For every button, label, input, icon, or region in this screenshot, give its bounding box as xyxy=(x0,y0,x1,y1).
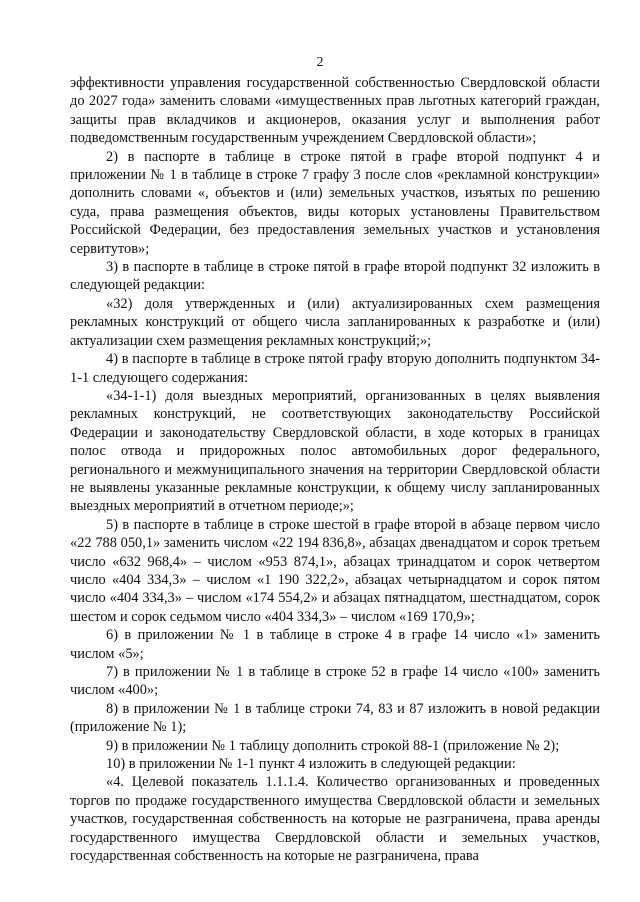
paragraph-continuation: эффективности управления государственной собственностью Свердловской области до 2027 года» заменить словами «имущественных прав льготных категорий граждан, защиты прав вкладчиков и акционеров, оказания услуг и выполнения работ подведомственным государственным учреждением Свердловской области»; xyxy=(70,75,600,147)
paragraph-item-5: 5) в паспорте в таблице в строке шестой в графе второй в абзаце первом число «22 788 050,1» заменить числом «22 194 836,8», абзацах двенадцатом и сорок третьем число «632 968,4» – числом «953 874,1», абзацах тринадцатом и сорок четвертом число «404 334,3» – числом «1 190 322,2», абзацах четырнадцатом и сорок пятом число «404 334,3» – числом «174 554,2» и абзацах пятнадцатом, шестнадцатом, сорок шестом и сорок седьмом число «404 334,3» – числом «169 170,9»; xyxy=(70,516,600,625)
paragraph-item-10: 10) в приложении № 1-1 пункт 4 изложить в следующей редакции: xyxy=(106,756,516,773)
paragraph-item-9: 9) в приложении № 1 таблицу дополнить строкой 88-1 (приложение № 2); xyxy=(106,737,560,754)
paragraph-quote-34-1-1: «34-1-1) доля выездных мероприятий, организованных в целях выявления рекламных конструкций, не соответствующих законодательству Российской Федерации и законодательству Свердловской области, в ходе которых в границах полос отвода и придорожных полос автомобильных дорог федерального, регионального и межмуниципального значения на территории Свердловской области не выявлены указанные рекламные конструкции, к общему числу запланированных выездных мероприятий в отчетном периоде;»; xyxy=(70,387,600,515)
paragraph-item-2: 2) в паспорте в таблице в строке пятой в графе второй подпункт 4 и приложении № 1 в таблице в строке 7 графу 3 после слов «рекламной конструкции» дополнить словами «, объектов и (или) земельных участков, изъятых по решению суда, права размещения объектов, виды которых установлены Правительством Российской Федерации, без предоставления земельных участков и установления сервитутов»; xyxy=(70,148,600,257)
paragraph-item-8: 8) в приложении № 1 в таблице строки 74, 83 и 87 изложить в новой редакции (приложение № 1); xyxy=(70,700,600,736)
paragraph-item-3: 3) в паспорте в таблице в строке пятой в графе второй подпункт 32 изложить в следующей редакции: xyxy=(70,259,600,294)
paragraph-item-6: 6) в приложении № 1 в таблице в строке 4 в графе 14 число «1» заменить числом «5»; xyxy=(70,627,600,662)
page-number: 2 xyxy=(316,55,324,70)
paragraph-item-4: 4) в паспорте в таблице в строке пятой графу вторую дополнить подпунктом 34-1-1 следующего содержания: xyxy=(70,351,600,386)
document-body xyxy=(70,74,600,865)
paragraph-quote-4: «4. Целевой показатель 1.1.1.4. Количество организованных и проведенных торгов по продаже государственного имущества Свердловской области и земельных участков, государственная собственность на которые не разграничена, права аренды государственного имущества Свердловской области и земельных участков, государственная собственность на которые не разграничена, права xyxy=(70,774,600,865)
paragraph-quote-32: «32) доля утвержденных и (или) актуализированных схем размещения рекламных конструкций от общего числа запланированных к разработке и (или) актуализации схем размещения рекламных конструкций;»; xyxy=(70,295,600,349)
paragraph-item-7: 7) в приложении № 1 в таблице в строке 52 в графе 14 число «100» заменить числом «400»; xyxy=(70,664,600,699)
